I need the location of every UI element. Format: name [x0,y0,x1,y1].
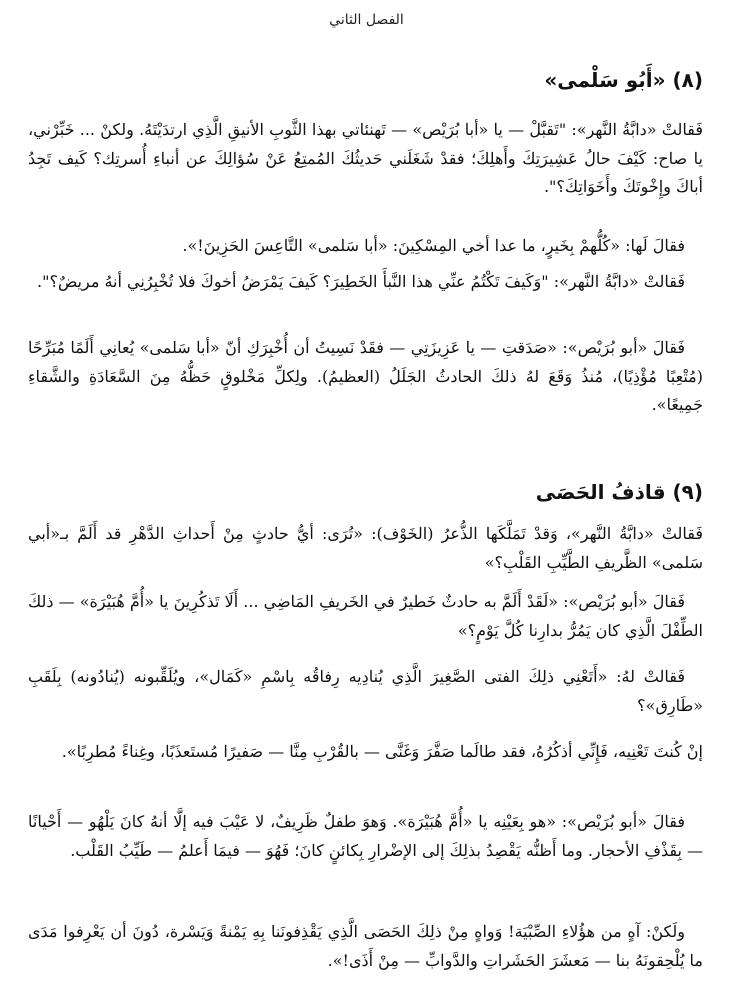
paragraph: فقالَ لَها: «كُلُّهمْ بِخَيرٍ، ما عدا أخي المِسْكِينَ: «أبا سَلمى» التَّاعِسَ الحَزِينَ!». [182,236,685,255]
paragraph: فقالَ «أبو بُرَيْص»: «هو بِعَيْنِه يا «أُمَّ هُبَيْرَة». وَهوَ طفلٌ ظَرِيفٌ، لا عَيْبَ فيه إلَّا أنهُ كانَ يَلْهُو — أَحْيانًا — بِقَذْفِ الأحجار. وما أَظنُّه يَقْصِدُ بذلِكَ إلى الإضْرارِ بِكائنٍ كانَ؛ فَهُوَ — فيمَا أَعلمُ — طَيِّبُ القَلْب. [28,812,703,860]
paragraph: فَقالَ «أبو بُرَيْص»: «صَدَقتِ — يا عَزِيزَتِي — فقَدْ نَسِيتُ أن أُخْبِرَكِ أنّ «أبا سَلمى» يُعانِي أَلَمًا مُبَرِّحًا (مُتْعِبًا مُؤْذِيًا)، مُنذُ وَقَعَ لهُ ذلكَ الحادثُ الجَلَلُ (العظيمُ). ولِكلِّ مَخْلوقٍ حَظُّهُ مِنَ السَّعَادَةِ والشَّقاءِ جَمِيعًا». [28,338,703,414]
section-heading: (٩) قاذفُ الحَصَى [535,480,703,504]
paragraph: فَقالتْ «دابَّةُ النَّهر»، وَقدْ تَمَلَّكَها الذُّعرُ (الخَوْف): «تُرَى: أيُّ حادثٍ مِنْ أَحداثِ الدَّهْرِ قد أَلَمَّ بـ«أبي سَلمى» الظَّريفِ الطَّيِّبِ القَلْبِ؟» [28,524,704,572]
section-heading: (٨) «أَبُو سَلْمى» [544,68,703,92]
paragraph: فَقالتْ «دابَّةُ النَّهر»: "وَكَيفَ تَكْتُمُ عنِّي هذا النَّبأَ الخَطِيرَ؟ كَيفَ يَمْرَضُ أخوكَ فلا تُخْبِرُنِي أنهُ مريضٌ؟". [37,272,685,291]
paragraph: فَقالَ «أبو بُرَيْص»: «لَقَدْ أَلَمَّ به حادثٌ خَطيرٌ في الخَريفِ المَاضِي ... أَلَا تَذكُرِينَ يا «أُمَّ هُبَيْرَة» — ذلكَ الطِّفْلَ الَّذِي كان يَمُرُّ بدارِنا كُلَّ يَوْمٍ؟» [28,592,703,640]
paragraph: ولَكنْ: آهٍ من هؤُلاءِ الصِّبْيَة! وَواهٍ مِنْ ذلِكَ الحَصَى الَّذِي يَقْذِفونَنا بِهِ يَمْنةً وَيَسْرة، دُونَ أن يَعْرِفوا مَدَى ما يُلْحِقونَهُ بنا — مَعشَرَ الحَشَراتِ والدَّوابِّ — مِنْ أَذَى!». [28,922,703,970]
paragraph: فَقالتْ «دابَّةُ النَّهر»: "تَقبَّلْ — يا «أبا بُرَيْص» — تَهنئاتي بهذا الثَّوبِ الأنيقِ الَّذِي ارتدَيْتَهُ. ولكنْ ... خَبِّرْني، يا صاح: كَيْفَ حالُ عَشِيرَتِكَ وأَهلِكَ؛ فقدْ شَغَلَني حَديثُكَ المُمتِعُ عَنْ سُؤالِكَ عن أنباءِ أُسرتِك؟ كَيف تَجِدُ أباكَ وإِخْوتَكَ وأَخَوَاتِكَ؟". [28,120,703,196]
paragraph: فَقالتْ لهُ: «أَتَعْنِي ذلِكَ الفتى الصَّغِيرَ الَّذِي يُنادِيه رِفاقُه بِاسْمِ «كَمَال»، ويُلَقِّبونه (يُنادُونه) بِلَقَبِ «طَارِق»؟ [28,667,703,715]
running-header: الفصل الثاني [329,12,404,28]
paragraph: إنْ كُنتَ تَعْنِيه، فَإِنِّي أذكُرُهُ، فقد طالَما صَفَّرَ وَغَنَّى — بالقُرْبِ مِنَّا — صَفيرًا مُستَعذَبًا، وغِناءً مُطرِبًا». [61,742,703,761]
